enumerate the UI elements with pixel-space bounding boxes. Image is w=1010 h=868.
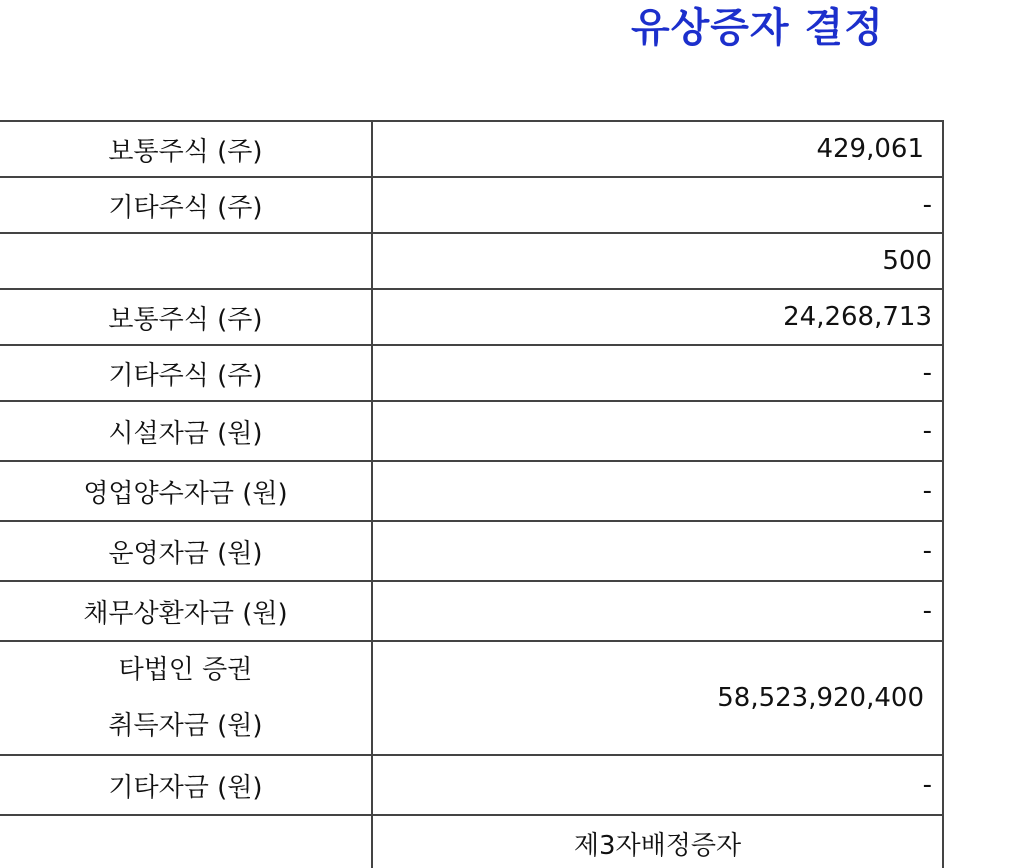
row-label-multiline bbox=[0, 641, 372, 755]
disclosure-table bbox=[0, 120, 944, 868]
row-value: - bbox=[372, 581, 943, 641]
row-value: - bbox=[372, 461, 943, 521]
row-label: 기타자금 (원) bbox=[0, 755, 372, 815]
table-row bbox=[0, 121, 943, 177]
row-label: 시설자금 (원) bbox=[0, 401, 372, 461]
row-value: 58,523,920,400 bbox=[372, 641, 943, 755]
row-value: 429,061 bbox=[372, 121, 943, 177]
row-label: 기타주식 (주) bbox=[0, 345, 372, 401]
row-label: 보통주식 (주) bbox=[0, 121, 372, 177]
row-value: - bbox=[372, 521, 943, 581]
page-title: 유상증자 결정 bbox=[631, 5, 884, 51]
table-row bbox=[0, 461, 943, 521]
row-label-line: 취득자금 (원) bbox=[108, 711, 263, 741]
row-label: 영업양수자금 (원) bbox=[0, 461, 372, 521]
table-row bbox=[0, 755, 943, 815]
row-value: - bbox=[372, 755, 943, 815]
row-label: 기타주식 (주) bbox=[0, 177, 372, 233]
row-value: 24,268,713 bbox=[372, 289, 943, 345]
row-value: 500 bbox=[372, 233, 943, 289]
row-value: 제3자배정증자 bbox=[372, 815, 943, 868]
table-row bbox=[0, 581, 943, 641]
table-row bbox=[0, 401, 943, 461]
table-row bbox=[0, 177, 943, 233]
row-label-line: 타법인 증권 bbox=[118, 655, 253, 685]
table-row bbox=[0, 815, 943, 868]
row-value: - bbox=[372, 345, 943, 401]
row-label: 채무상환자금 (원) bbox=[0, 581, 372, 641]
table-row bbox=[0, 289, 943, 345]
table-row bbox=[0, 521, 943, 581]
table-row bbox=[0, 641, 943, 755]
row-label bbox=[0, 815, 372, 868]
row-value: - bbox=[372, 401, 943, 461]
row-label: 보통주식 (주) bbox=[0, 289, 372, 345]
row-label bbox=[0, 233, 372, 289]
table-row bbox=[0, 345, 943, 401]
row-label: 운영자금 (원) bbox=[0, 521, 372, 581]
row-value: - bbox=[372, 177, 943, 233]
table-row bbox=[0, 233, 943, 289]
